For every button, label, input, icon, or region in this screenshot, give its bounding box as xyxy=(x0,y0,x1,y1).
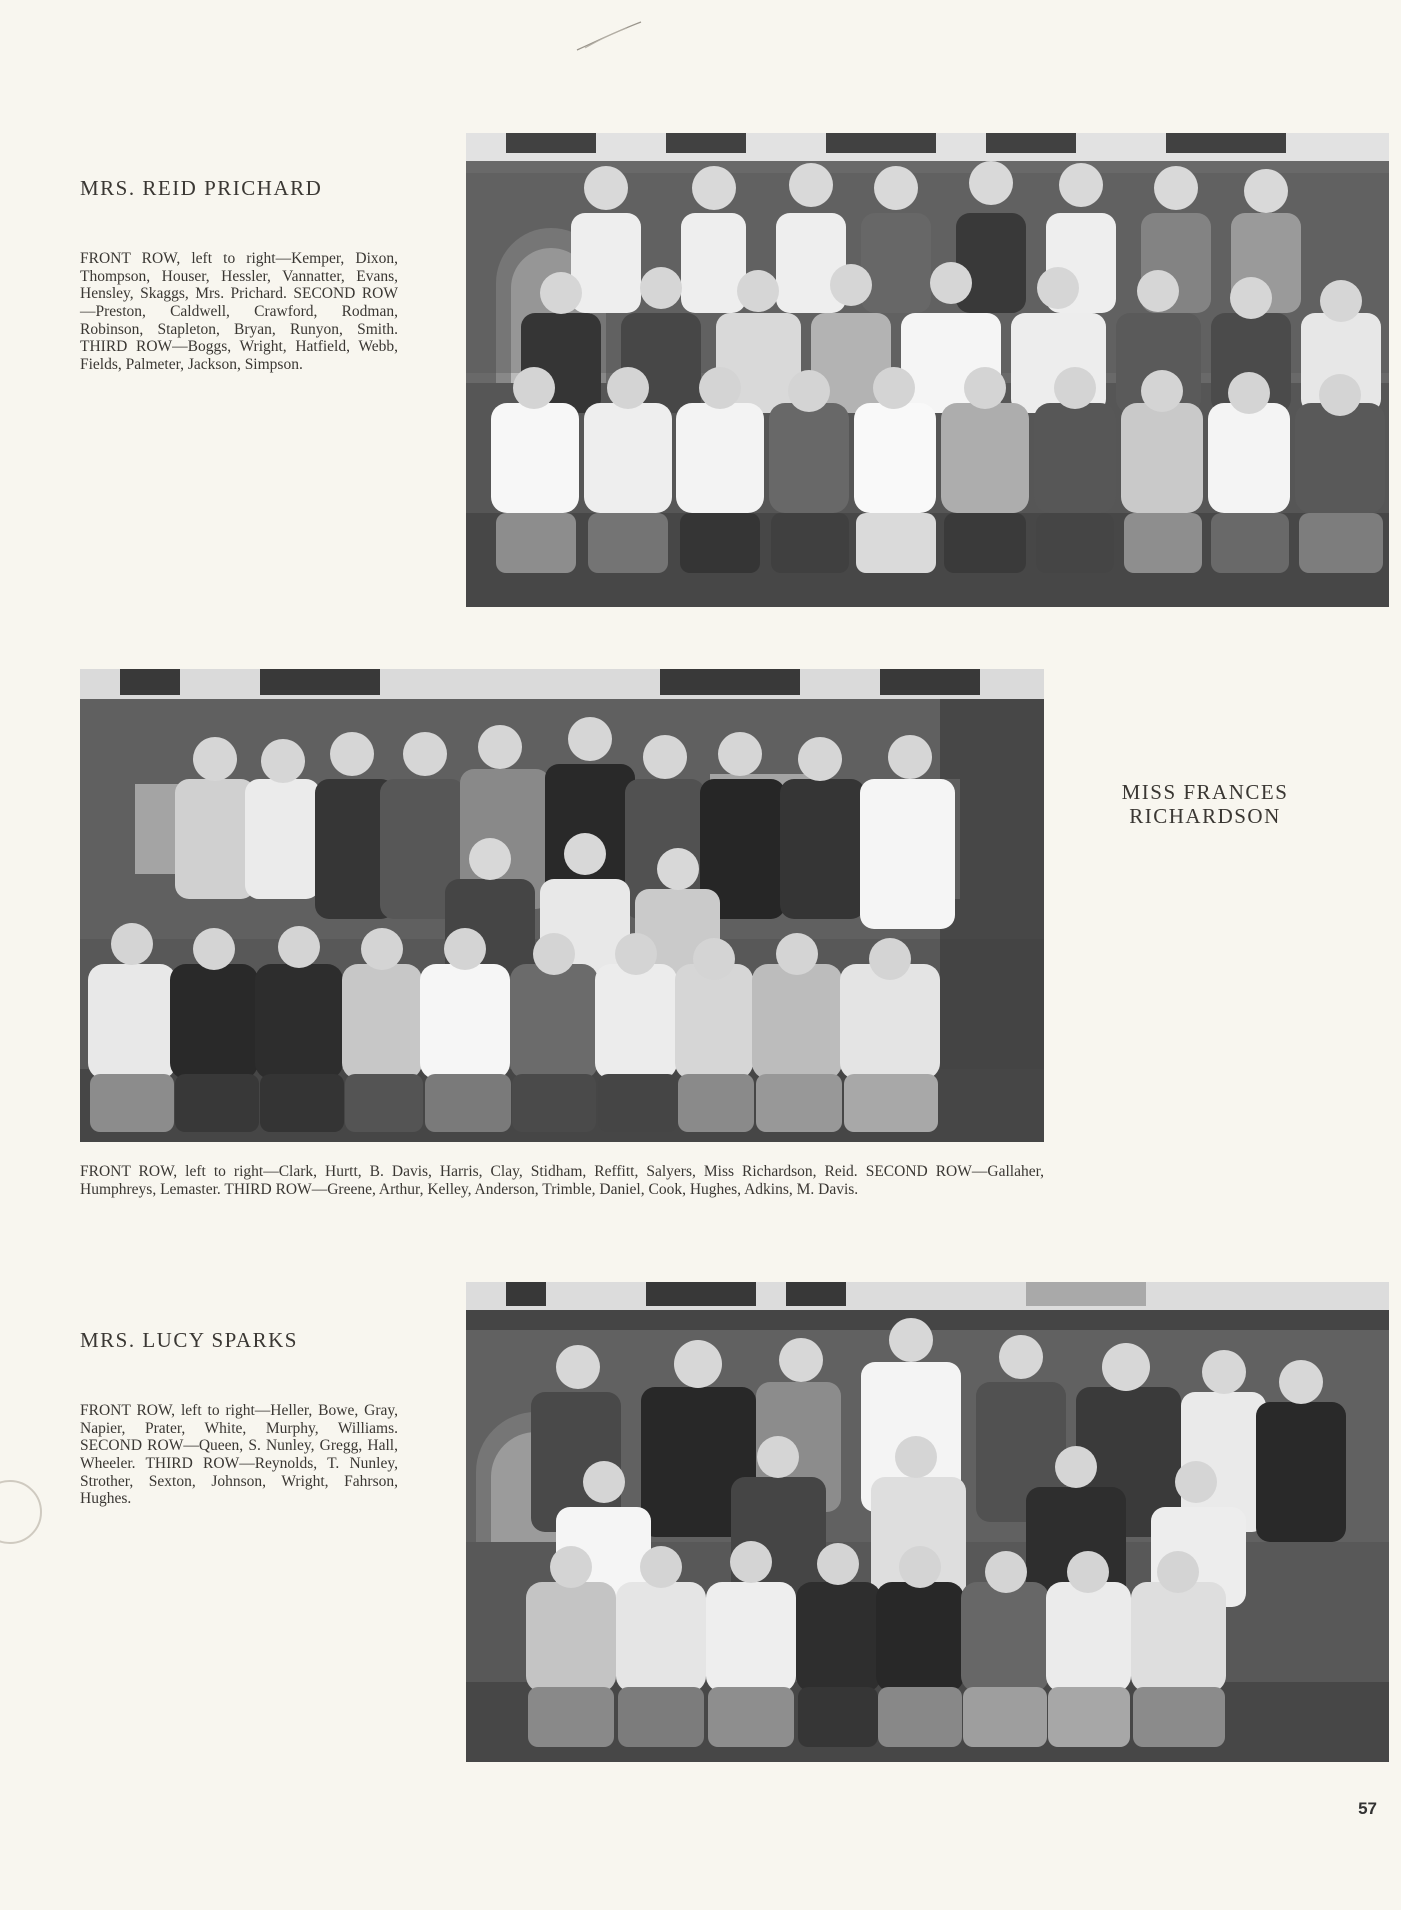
caption-sparks: FRONT ROW, left to right—Heller, Bowe, Gray, Napier, Prater, White, Murphy, Williams. SECOND ROW—Queen, S. Nunley, Gregg, Hall, Wheeler. THIRD ROW—Reynolds, T. Nunley, Strother, Sexton, Johnson, Wright, Fahrson, Hughes. xyxy=(80,1402,398,1508)
class-photo-richardson xyxy=(80,669,1044,1142)
page-number: 57 xyxy=(1358,1799,1377,1818)
pencil-mark xyxy=(575,18,645,54)
binder-ring-mark xyxy=(0,1480,42,1544)
teacher-name-sparks: MRS. LUCY SPARKS xyxy=(80,1328,298,1352)
teacher-name-richardson: MISS FRANCES RICHARDSON xyxy=(1121,780,1289,829)
caption-prichard: FRONT ROW, left to right—Kemper, Dixon, Thompson, Houser, Hessler, Vannatter, Evans, Hensley, Skaggs, Mrs. Prichard. SECOND ROW—Preston, Caldwell, Crawford, Rodman, Robinson, Stapleton, Bryan, Runyon, Smith. THIRD ROW—Boggs, Wright, Hatfield, Webb, Fields, Palmeter, Jackson, Simpson. xyxy=(80,250,398,373)
caption-richardson: FRONT ROW, left to right—Clark, Hurtt, B. Davis, Harris, Clay, Stidham, Reffitt, Salyers, Miss Richardson, Reid. SECOND ROW—Gallaher, Humphreys, Lemaster. THIRD ROW—Greene, Arthur, Kelley, Anderson, Trimble, Daniel, Cook, Hughes, Adkins, M. Davis. xyxy=(80,1163,1044,1198)
teacher-name-prichard: MRS. REID PRICHARD xyxy=(80,176,323,200)
class-photo-prichard xyxy=(466,133,1389,607)
class-photo-sparks xyxy=(466,1282,1389,1762)
